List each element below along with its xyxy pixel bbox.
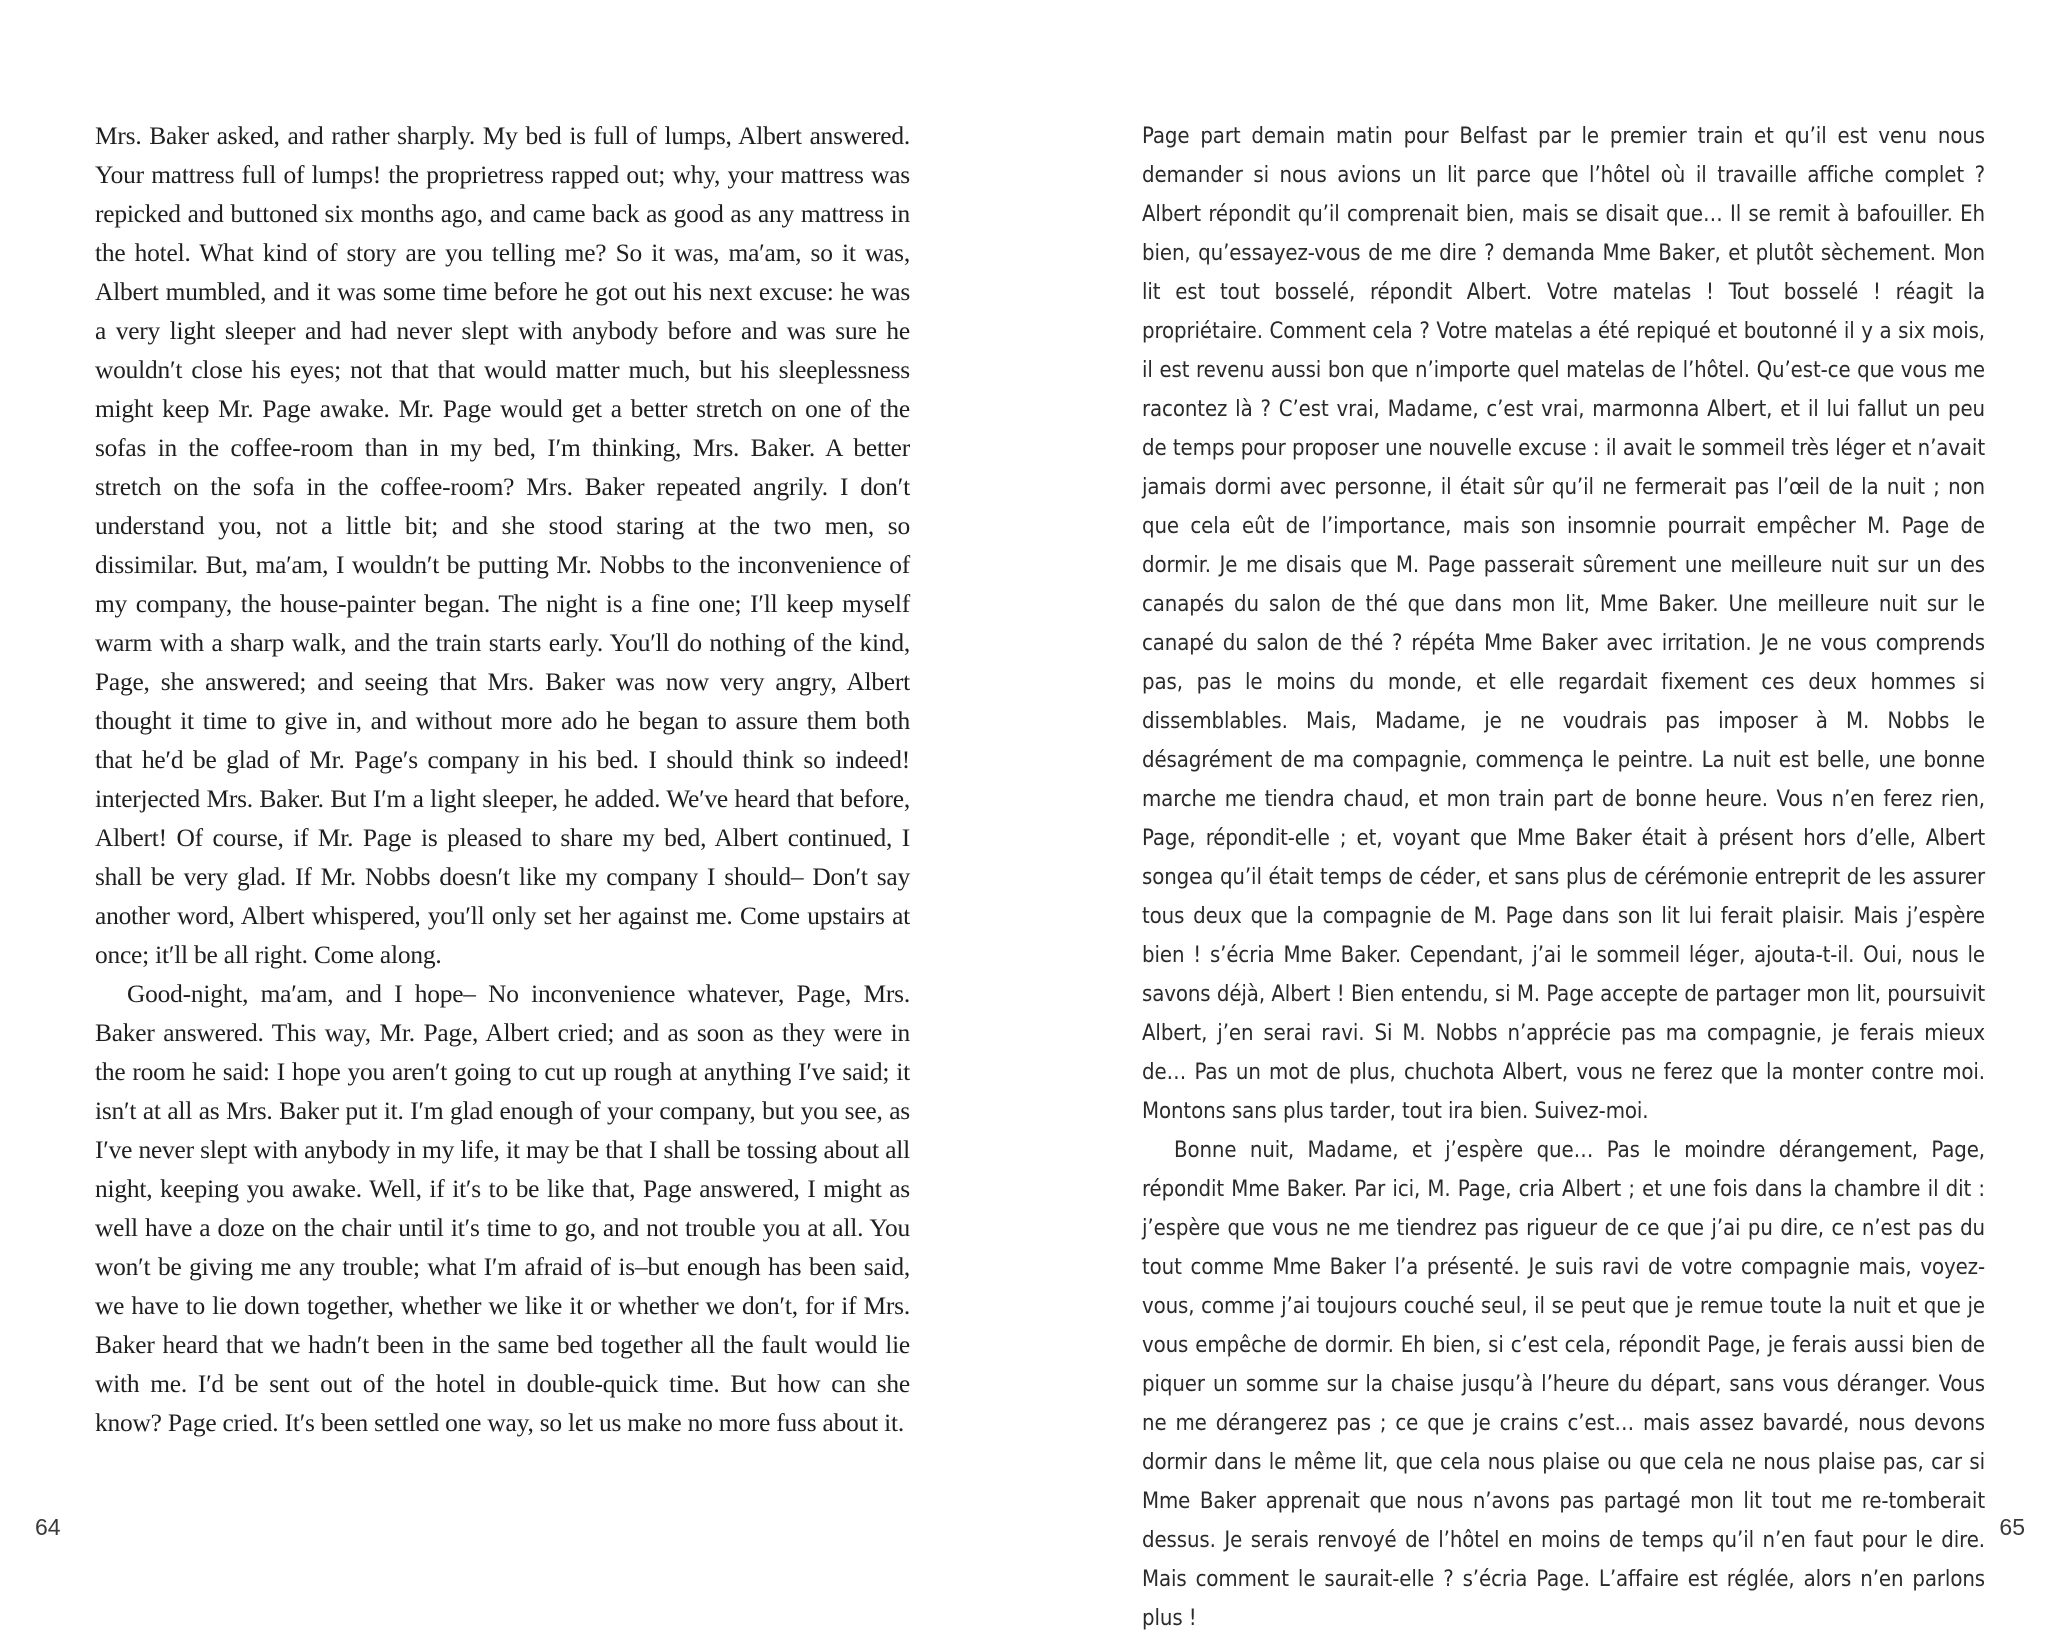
left-paragraph-2: Good-night, ma′am, and I hope– No inconvenience whatever, Page, Mrs. Baker answered. This way, Mr. Page, Albert cried; and as soon as they were in the room he said: I hope you aren′t going to cut up rough at anything I′ve said; it isn′t at all as Mrs. Baker put it. I′m glad enough of your company, but you see, as I′ve never slept with anybody in my life, it may be that I shall be tossing about all night, keeping you awake. Well, if it′s to be like that, Page answered, I might as well have a doze on the chair until it′s time to go, and not trouble you at all. You won′t be giving me any trouble; what I′m afraid of is–but enough has been said, we have to lie down together, whether we like it or whether we don′t, for if Mrs. Baker heard that we hadn′t been in the same bed together all the fault would lie with me. I′d be sent out of the hotel in double-quick time. But how can she know? Page cried. It′s been settled one way, so let us make no more fuss about it.: [95, 980, 910, 1437]
left-page: [0, 0, 1024, 1575]
left-page-text: [95, 117, 910, 1443]
right-paragraph-1: Page part demain matin pour Belfast par le premier train et qu’il est venu nous demander si nous avions un lit parce que l’hôtel où il travaille affiche complet ? Albert répondit qu’il comprenait bien, mais se disait que… Il se remit à bafouiller. Eh bien, qu’essayez-vous de me dire ? demanda Mme Baker, et plutôt sèchement. Mon lit est tout bosselé, répondit Albert. Votre matelas ! Tout bosselé ! réagit la propriétaire. Comment cela ? Votre matelas a été repiqué et boutonné il y a six mois, il est revenu aussi bon que n’importe quel matelas de l’hôtel. Qu’est-ce que vous me racontez là ? C’est vrai, Madame, c’est vrai, marmonna Albert, et il lui fallut un peu de temps pour proposer une nouvelle excuse : il avait le sommeil très léger et n’avait jamais dormi avec personne, il était sûr qu’il ne fermerait pas l’œil de la nuit ; non que cela eût de l’importance, mais son insomnie pourrait empêcher M. Page de dormir. Je me disais que M. Page passerait sûrement une meilleure nuit sur un des canapés du salon de thé que dans mon lit, Mme Baker. Une meilleure nuit sur le canapé du salon de thé ? répéta Mme Baker avec irritation. Je ne vous comprends pas, pas le moins du monde, et elle regardait fixement ces deux hommes si dissemblables. Mais, Madame, je ne voudrais pas imposer à M. Nobbs le désagrément de ma compagnie, commença le peintre. La nuit est belle, une bonne marche me tiendra chaud, et mon train part de bonne heure. Vous n’en ferez rien, Page, répondit-elle ; et, voyant que Mme Baker était à présent hors d’elle, Albert songea qu’il était temps de céder, et sans plus de cérémonie entreprit de les assurer tous deux que la compagnie de M. Page dans son lit lui ferait plaisir. Mais j’espère bien ! s’écria Mme Baker. Cependant, j’ai le sommeil léger, ajouta-t-il. Oui, nous le savons déjà, Albert ! Bien entendu, si M. Page accepte de partager mon lit, poursuivit Albert, j’en serai ravi. Si M. Nobbs n’apprécie pas ma compagnie, je ferais mieux de… Pas un mot de plus, chuchota Albert, vous ne ferez que la monter contre moi. Montons sans plus tarder, tout ira bien. Suivez-moi.: [1142, 124, 1985, 1124]
right-page: [1024, 0, 2048, 1631]
left-page-number: 64: [35, 1514, 61, 1540]
right-page-text: [1142, 117, 1985, 1638]
left-paragraph-1: Mrs. Baker asked, and rather sharply. My bed is full of lumps, Albert answered. Your mattress full of lumps! the proprietress rapped out; why, your mattress was repicked and buttoned six months ago, and came back as good as any mattress in the hotel. What kind of story are you telling me? So it was, ma′am, so it was, Albert mumbled, and it was some time before he got out his next excuse: he was a very light sleeper and had never slept with anybody before and was sure he wouldn′t close his eyes; not that that would matter much, but his sleeplessness might keep Mr. Page awake. Mr. Page would get a better stretch on one of the sofas in the coffee-room than in my bed, I′m thinking, Mrs. Baker. A better stretch on the sofa in the coffee-room? Mrs. Baker repeated angrily. I don′t understand you, not a little bit; and she stood staring at the two men, so dissimilar. But, ma′am, I wouldn′t be putting Mr. Nobbs to the inconvenience of my company, the house-painter began. The night is a fine one; I′ll keep myself warm with a sharp walk, and the train starts early. You′ll do nothing of the kind, Page, she answered; and seeing that Mrs. Baker was now very angry, Albert thought it time to give in, and without more ado he began to assure them both that he′d be glad of Mr. Page′s company in his bed. I should think so indeed! interjected Mrs. Baker. But I′m a light sleeper, he added. We′ve heard that before, Albert! Of course, if Mr. Page is pleased to share my bed, Albert continued, I shall be very glad. If Mr. Nobbs doesn′t like my company I should– Don′t say another word, Albert whispered, you′ll only set her against me. Come upstairs at once; it′ll be all right. Come along.: [95, 122, 910, 969]
right-page-number: 65: [1999, 1514, 2025, 1540]
right-paragraph-2: Bonne nuit, Madame, et j’espère que… Pas le moindre dérangement, Page, répondit Mme Baker. Par ici, M. Page, cria Albert ; et une fois dans la chambre il dit : j’espère que vous ne me tiendrez pas rigueur de ce que j’ai pu dire, ce n’est pas du tout comme Mme Baker l’a présenté. Je suis ravi de votre compagnie mais, voyez-vous, comme j’ai toujours couché seul, il se peut que je remue toute la nuit et que je vous empêche de dormir. Eh bien, si c’est cela, répondit Page, je ferais aussi bien de piquer un somme sur la chaise jusqu’à l’heure du départ, sans vous déranger. Vous ne me dérangerez pas ; ce que je crains c’est… mais assez bavardé, nous devons dormir dans le même lit, que cela nous plaise ou que cela ne nous plaise pas, car si Mme Baker apprenait que nous n’avons pas partagé mon lit tout me re-tomberait dessus. Je serais renvoyé de l’hôtel en moins de temps qu’il n’en faut pour le dire. Mais comment le saurait-elle ? s’écria Page. L’affaire est réglée, alors n’en parlons plus !: [1142, 1138, 1985, 1631]
